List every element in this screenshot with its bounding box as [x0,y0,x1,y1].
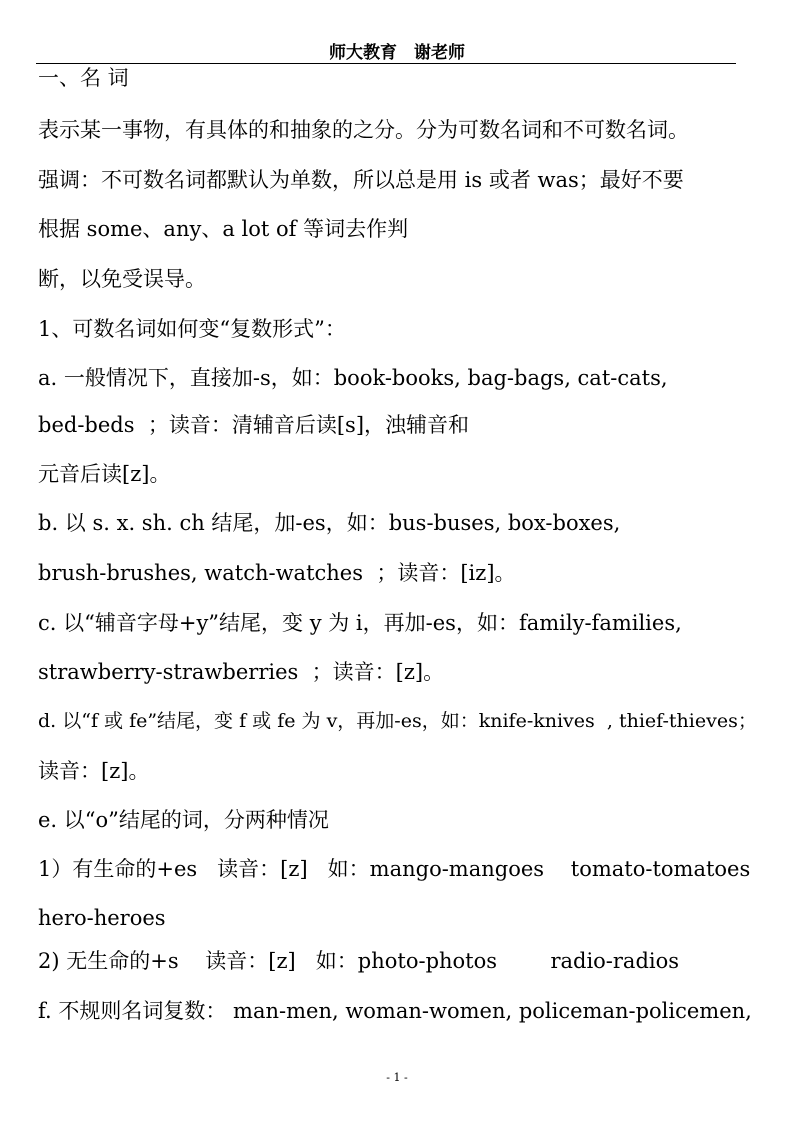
section-heading: 一、名 词 [38,66,129,90]
text-line: 强调：不可数名词都默认为单数，所以总是用 is 或者 was；最好不要 [38,168,684,192]
text-line: b. 以 s. x. sh. ch 结尾，加-es，如：bus-buses, box-boxes, [38,511,621,535]
page-header: 师大教育 谢老师 [329,43,465,63]
text-line: 1、可数名词如何变“复数形式”： [38,317,346,341]
text-line: 1）有生命的+es 读音：[z] 如：mango-mangoes tomato-tomatoes [38,857,751,881]
text-line: 表示某一事物，有具体的和抽象的之分。分为可数名词和不可数名词。 [38,118,689,142]
text-line: strawberry-strawberries ；读音：[z]。 [38,660,445,684]
text-line: e. 以“o”结尾的词，分两种情况 [38,808,329,832]
text-line: bed-beds ；读音：清辅音后读[s]，浊辅音和 [38,413,470,437]
page-number: - 1 - [386,1071,408,1084]
text-line: brush-brushes, watch-watches ；读音：[iz]。 [38,561,516,585]
text-line: 断，以免受误导。 [38,267,206,291]
text-line: 元音后读[z]。 [38,462,171,486]
header-rule [36,63,736,64]
text-line: 读音：[z]。 [38,759,150,783]
text-line: f. 不规则名词复数： man-men, woman-women, policeman-policemen, [38,999,752,1023]
text-line: hero-heroes [38,906,166,930]
text-line: a. 一般情况下，直接加-s，如：book-books, bag-bags, cat-cats, [38,366,668,390]
text-line: d. 以“f 或 fe”结尾，变 f 或 fe 为 v，再加-es，如：knife-knives , thief-thieves； [38,710,757,732]
text-line: 2) 无生命的+s 读音：[z] 如：photo-photos radio-radios [38,949,680,973]
text-line: 根据 some、any、a lot of 等词去作判 [38,217,409,241]
text-line: c. 以“辅音字母+y”结尾，变 y 为 i，再加-es，如：family-families, [38,611,682,635]
